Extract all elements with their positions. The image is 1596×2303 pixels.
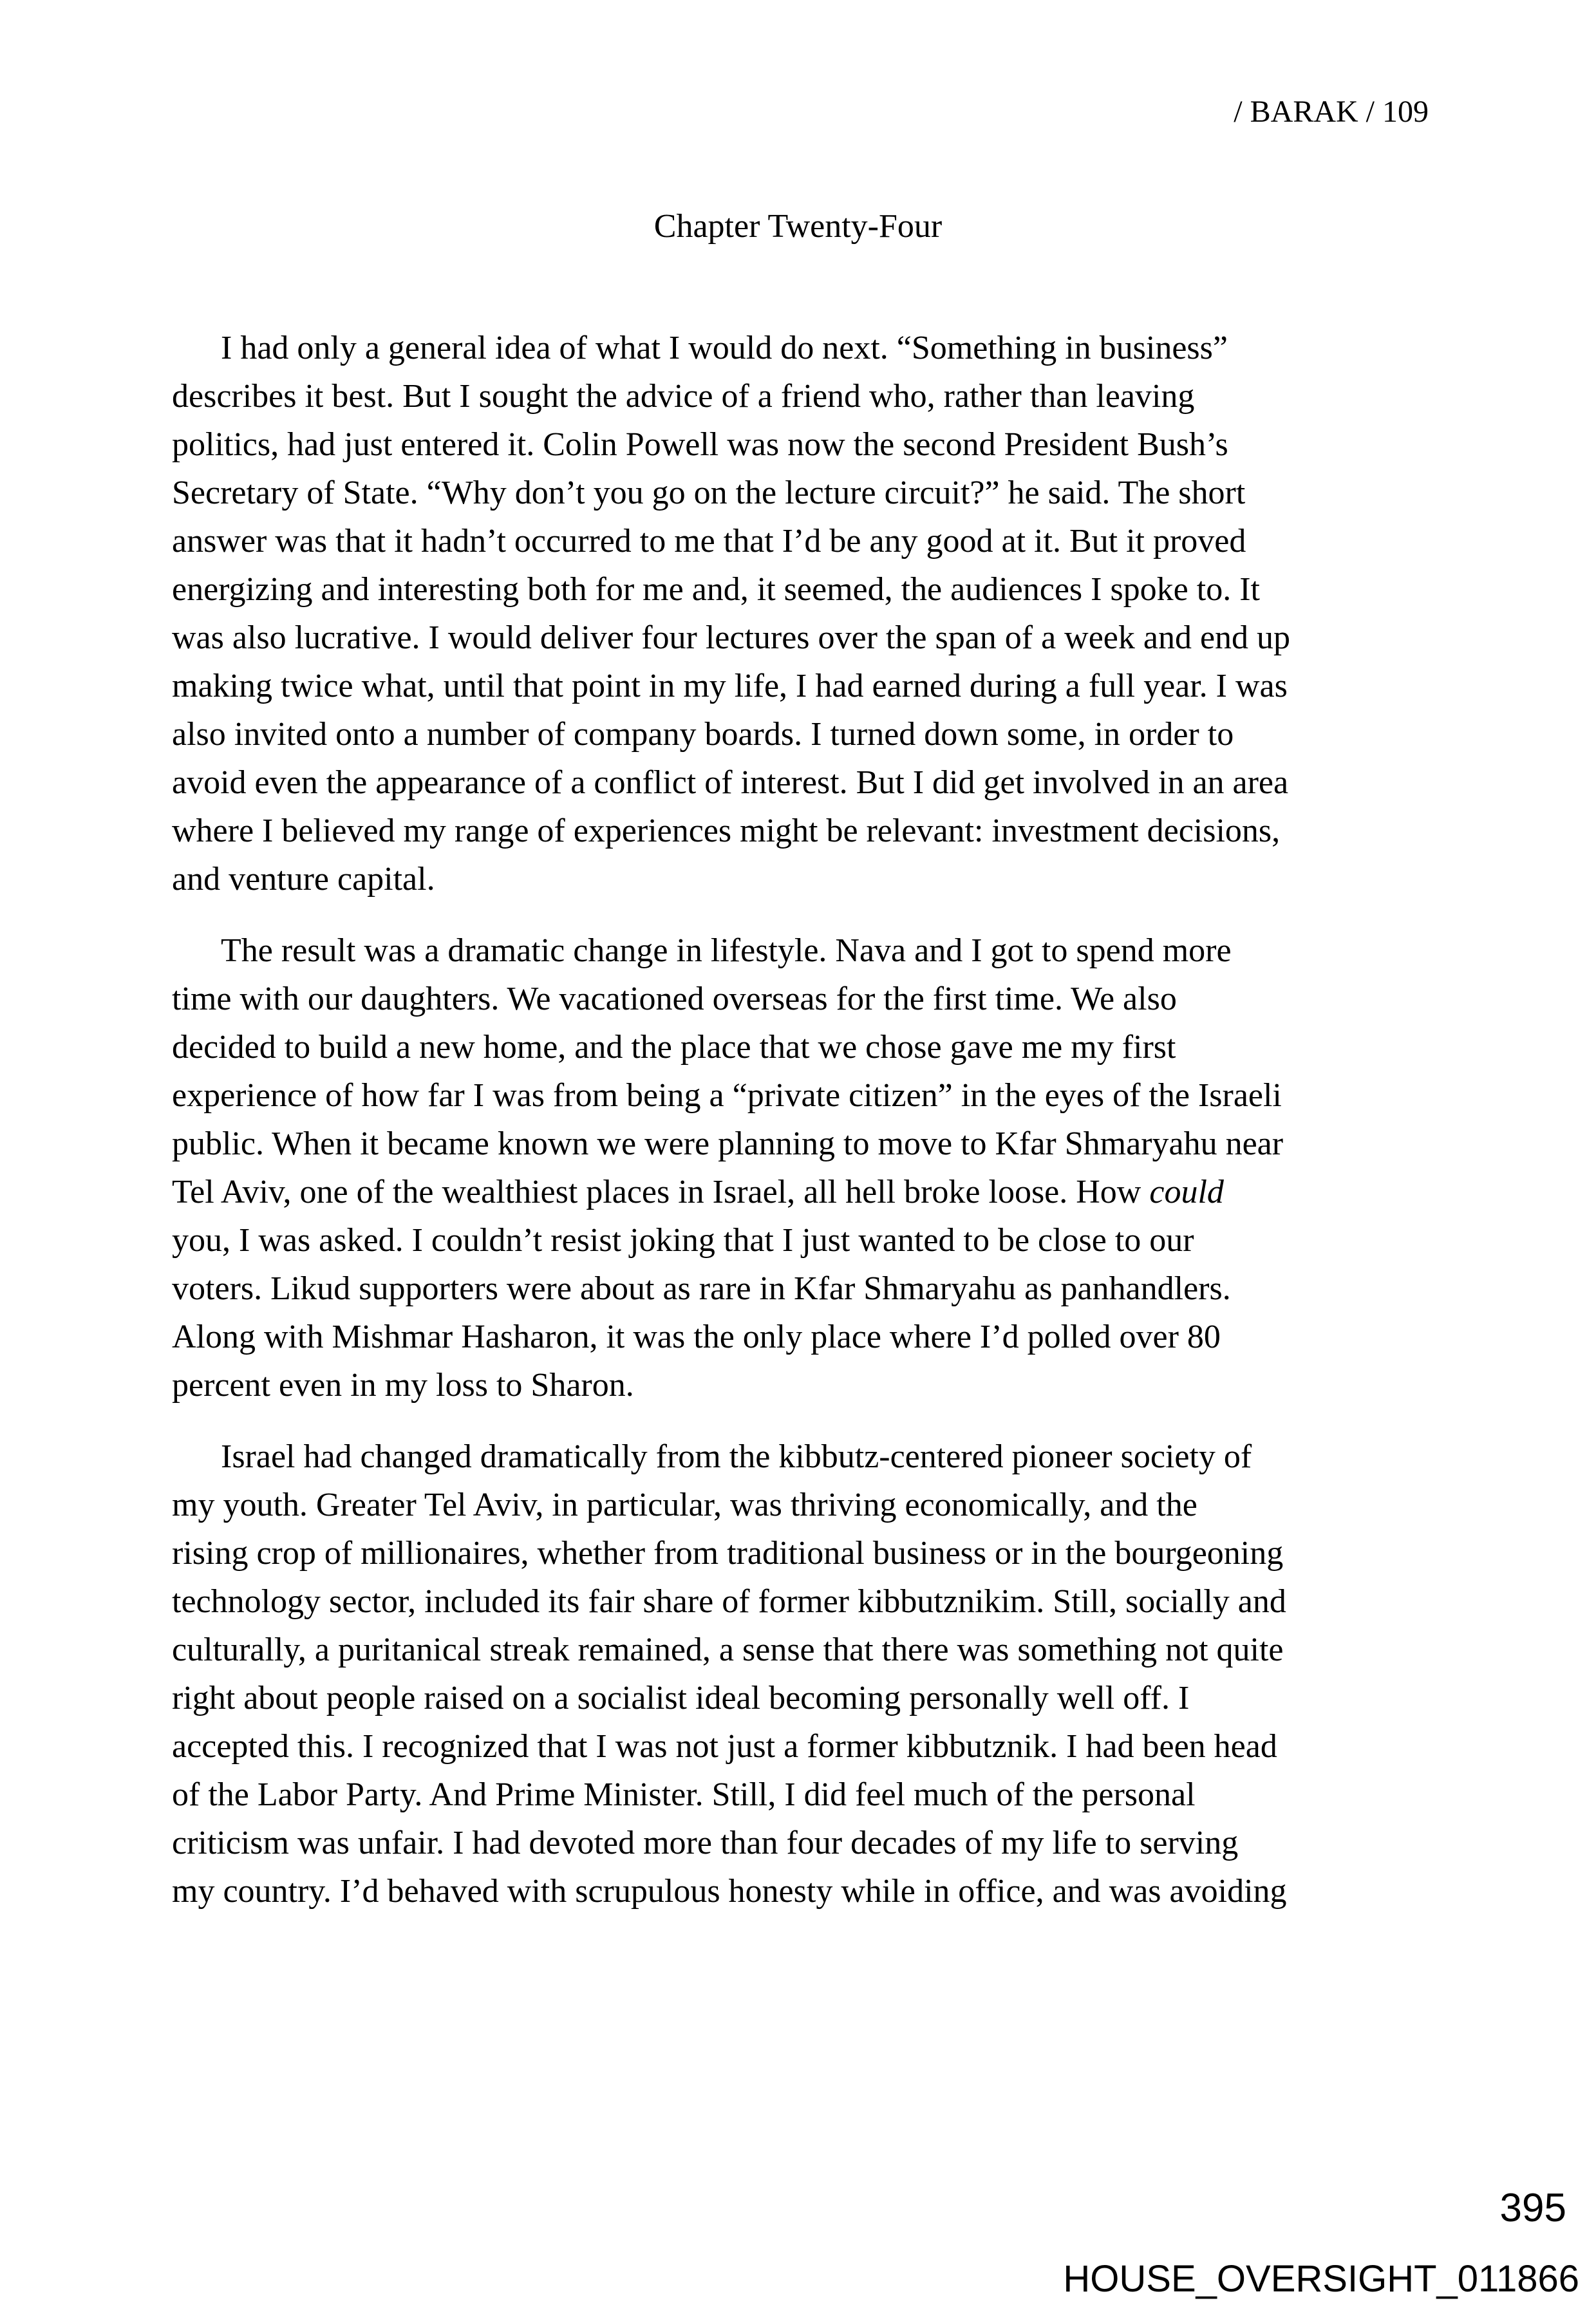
paragraph: [172, 926, 1431, 1409]
text-segment: politics, had just entered it. Colin Powell was now the second President Bush’s: [172, 426, 1228, 463]
text-segment: where I believed my range of experiences might be relevant: investment decisions,: [172, 813, 1281, 849]
text-line: [172, 517, 1431, 565]
text-line: [172, 372, 1431, 420]
italic-text-segment: could: [1149, 1174, 1224, 1210]
text-segment: percent even in my loss to Sharon.: [172, 1367, 634, 1404]
text-segment: also invited onto a number of company boards. I turned down some, in order to: [172, 716, 1234, 753]
text-segment: public. When it became known we were planning to move to Kfar Shmaryahu near: [172, 1125, 1284, 1162]
text-line: [172, 855, 1431, 903]
text-segment: avoid even the appearance of a conflict of interest. But I did get involved in an area: [172, 764, 1289, 801]
text-line: [172, 1771, 1431, 1819]
text-segment: technology sector, included its fair share of former kibbutznikim. Still, socially and: [172, 1583, 1286, 1620]
text-line: [172, 469, 1431, 517]
text-segment: experience of how far I was from being a “private citizen” in the eyes of the Israeli: [172, 1077, 1282, 1114]
text-segment: describes it best. But I sought the advice of a friend who, rather than leaving: [172, 378, 1195, 415]
text-line: [172, 1168, 1431, 1216]
text-line: [172, 324, 1431, 372]
text-line: [172, 1216, 1431, 1264]
text-line: [172, 1361, 1431, 1409]
text-line: [172, 1071, 1431, 1120]
paragraph: [172, 324, 1431, 903]
text-line: [172, 807, 1431, 855]
text-line: [172, 926, 1431, 975]
text-line: [172, 1481, 1431, 1529]
text-segment: accepted this. I recognized that I was not just a former kibbutznik. I had been head: [172, 1728, 1277, 1765]
text-segment: energizing and interesting both for me and, it seemed, the audiences I spoke to. It: [172, 571, 1260, 608]
text-line: [172, 1529, 1431, 1577]
text-segment: Along with Mishmar Hasharon, it was the only place where I’d polled over 80: [172, 1319, 1221, 1355]
text-segment: voters. Likud supporters were about as rare in Kfar Shmaryahu as panhandlers.: [172, 1270, 1231, 1307]
text-line: [172, 1023, 1431, 1071]
text-segment: making twice what, until that point in my life, I had earned during a full year. I was: [172, 668, 1288, 704]
text-segment: culturally, a puritanical streak remained, a sense that there was something not quite: [172, 1631, 1284, 1668]
text-line: [172, 1120, 1431, 1168]
text-line: [172, 1433, 1431, 1481]
text-line: [172, 662, 1431, 710]
text-line: [172, 420, 1431, 469]
text-line: [172, 1577, 1431, 1626]
chapter-title: Chapter Twenty-Four: [653, 208, 943, 245]
text-line: [172, 1867, 1431, 1915]
page-body-text: [172, 324, 1431, 1915]
bates-stamp: HOUSE_OVERSIGHT_011866: [1063, 2258, 1579, 2300]
text-line: [172, 614, 1431, 662]
text-line: [172, 975, 1431, 1023]
text-line: [172, 1819, 1431, 1867]
text-segment: Secretary of State. “Why don’t you go on the lecture circuit?” he said. The short: [172, 475, 1246, 511]
text-segment: criticism was unfair. I had devoted more than four decades of my life to serving: [172, 1825, 1239, 1861]
running-header: / BARAK / 109: [1234, 95, 1429, 129]
text-line: [172, 1722, 1431, 1771]
text-segment: I had only a general idea of what I would do next. “Something in business”: [221, 330, 1228, 366]
text-line: [172, 1313, 1431, 1361]
text-segment: right about people raised on a socialist ideal becoming personally well off. I: [172, 1680, 1190, 1716]
text-segment: rising crop of millionaires, whether from traditional business or in the bourgeoning: [172, 1535, 1284, 1572]
text-segment: Tel Aviv, one of the wealthiest places in Israel, all hell broke loose. How: [172, 1174, 1150, 1210]
text-line: [172, 1674, 1431, 1722]
text-segment: of the Labor Party. And Prime Minister. Still, I did feel much of the personal: [172, 1776, 1196, 1813]
text-segment: time with our daughters. We vacationed overseas for the first time. We also: [172, 981, 1177, 1017]
text-segment: The result was a dramatic change in lifestyle. Nava and I got to spend more: [221, 932, 1232, 969]
text-segment: Israel had changed dramatically from the kibbutz-centered pioneer society of: [221, 1438, 1252, 1475]
text-line: [172, 1264, 1431, 1313]
page-number: 395: [1499, 2186, 1566, 2230]
text-line: [172, 758, 1431, 807]
paragraph: [172, 1433, 1431, 1915]
text-segment: decided to build a new home, and the place that we chose gave me my first: [172, 1029, 1176, 1066]
text-segment: my youth. Greater Tel Aviv, in particular, was thriving economically, and the: [172, 1487, 1197, 1523]
text-line: [172, 565, 1431, 614]
text-segment: was also lucrative. I would deliver four lectures over the span of a week and end up: [172, 619, 1291, 656]
text-line: [172, 710, 1431, 758]
text-segment: answer was that it hadn’t occurred to me that I’d be any good at it. But it proved: [172, 523, 1246, 559]
text-segment: and venture capital.: [172, 861, 435, 898]
text-line: [172, 1626, 1431, 1674]
text-segment: my country. I’d behaved with scrupulous honesty while in office, and was avoiding: [172, 1873, 1287, 1910]
text-segment: you, I was asked. I couldn’t resist joking that I just wanted to be close to our: [172, 1222, 1194, 1259]
